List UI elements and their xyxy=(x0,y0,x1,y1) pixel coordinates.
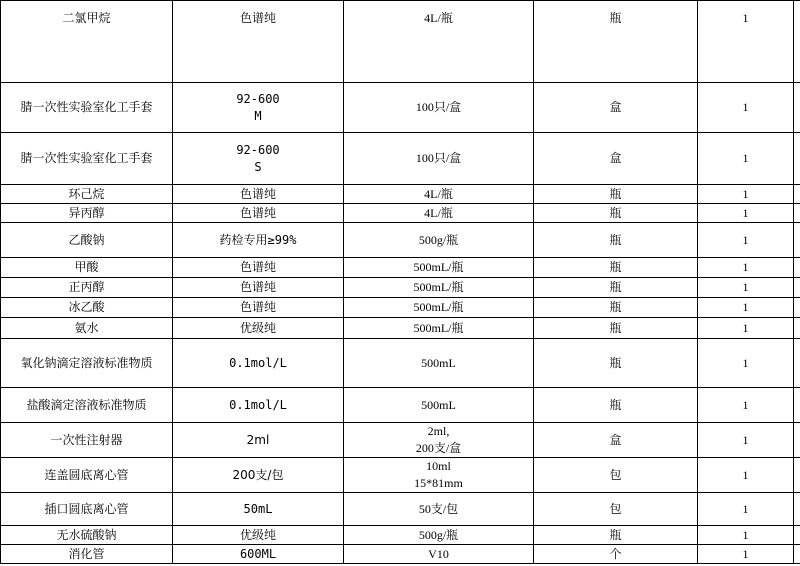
item-pack-cell xyxy=(344,1,534,83)
item-pack-cell xyxy=(344,298,534,318)
item-name-cell: 消化管 xyxy=(1,545,173,564)
grade-line: 92-600 xyxy=(236,91,280,106)
empty-cell xyxy=(794,83,800,133)
grade-line: 色谱纯 xyxy=(239,280,276,294)
item-qty-cell: 1 xyxy=(698,83,794,133)
pack-line: 500mL/瓶 xyxy=(413,320,464,335)
table-row xyxy=(1,1,800,83)
empty-cell xyxy=(794,526,800,545)
item-unit-cell: 瓶 xyxy=(534,526,698,545)
empty-cell xyxy=(794,339,800,388)
item-pack-cell xyxy=(344,83,534,133)
pack-line: 10ml xyxy=(426,459,451,473)
empty-cell xyxy=(794,423,800,458)
item-pack-cell xyxy=(344,545,534,564)
item-name-cell: 一次性注射器 xyxy=(1,423,173,458)
item-grade-cell xyxy=(173,318,344,339)
item-unit-cell: 瓶 xyxy=(534,1,698,83)
item-grade-cell xyxy=(173,278,344,298)
item-name-cell: 氧化钠滴定溶液标准物质 xyxy=(1,339,173,388)
item-name-cell: 异丙醇 xyxy=(1,204,173,223)
item-pack-cell xyxy=(344,423,534,458)
item-unit-cell: 瓶 xyxy=(534,204,698,223)
item-name-cell: 盐酸滴定溶液标准物质 xyxy=(1,388,173,423)
item-pack-cell xyxy=(344,318,534,339)
table-row xyxy=(1,258,800,278)
pack-line: 500mL/瓶 xyxy=(413,260,464,274)
item-unit-cell: 盒 xyxy=(534,133,698,185)
item-unit-cell: 包 xyxy=(534,493,698,526)
item-unit-cell: 盒 xyxy=(534,423,698,458)
grade-line: 0.1mol/L xyxy=(229,355,287,370)
item-qty-cell: 1 xyxy=(698,258,794,278)
item-name-cell: 正丙醇 xyxy=(1,278,173,298)
grade-line: 优级纯 xyxy=(239,527,276,542)
item-pack-cell xyxy=(344,388,534,423)
pack-line: 4L/瓶 xyxy=(424,11,453,25)
item-name-cell: 无水硫酸钠 xyxy=(1,526,173,545)
item-unit-cell: 瓶 xyxy=(534,223,698,258)
item-grade-cell xyxy=(173,258,344,278)
item-qty-cell: 1 xyxy=(698,388,794,423)
item-name-cell: 腈一次性实验室化工手套 xyxy=(1,133,173,185)
item-unit-cell: 盒 xyxy=(534,83,698,133)
empty-cell xyxy=(794,278,800,298)
table-row xyxy=(1,545,800,564)
item-qty-cell: 1 xyxy=(698,204,794,223)
empty-cell xyxy=(794,493,800,526)
table-row xyxy=(1,278,800,298)
table-row xyxy=(1,223,800,258)
item-grade-cell xyxy=(173,1,344,83)
pack-line: 500mL/瓶 xyxy=(413,300,464,314)
item-qty-cell: 1 xyxy=(698,133,794,185)
pack-line: 15*81mm xyxy=(414,476,463,490)
table-row xyxy=(1,526,800,545)
item-grade-cell xyxy=(173,223,344,258)
grade-line: 92-600 xyxy=(236,142,280,157)
item-unit-cell: 瓶 xyxy=(534,318,698,339)
item-grade-cell xyxy=(173,339,344,388)
item-grade-cell xyxy=(173,133,344,185)
item-name-cell: 环己烷 xyxy=(1,185,173,204)
pack-line: 100只/盒 xyxy=(415,100,462,114)
item-qty-cell: 1 xyxy=(698,318,794,339)
item-name-cell: 插口圆底离心管 xyxy=(1,493,173,526)
item-unit-cell: 瓶 xyxy=(534,388,698,423)
table-row xyxy=(1,493,800,526)
pack-line: 4L/瓶 xyxy=(424,186,453,201)
item-pack-cell xyxy=(344,339,534,388)
pack-line: 50支/包 xyxy=(418,501,459,516)
item-grade-cell xyxy=(173,545,344,564)
item-grade-cell xyxy=(173,185,344,204)
empty-cell xyxy=(794,133,800,185)
item-pack-cell xyxy=(344,258,534,278)
empty-cell xyxy=(794,185,800,204)
grade-line: 色谱纯 xyxy=(239,260,276,274)
pack-line: 500mL xyxy=(421,397,456,412)
table-row xyxy=(1,388,800,423)
item-unit-cell: 瓶 xyxy=(534,278,698,298)
pack-line: 2ml, xyxy=(427,424,450,438)
empty-cell xyxy=(794,545,800,564)
item-name-cell: 冰乙酸 xyxy=(1,298,173,318)
grade-line: 50mL xyxy=(243,501,273,516)
pack-line: 100只/盒 xyxy=(415,151,462,165)
empty-cell xyxy=(794,318,800,339)
item-qty-cell: 1 xyxy=(698,339,794,388)
table-row xyxy=(1,204,800,223)
item-grade-cell xyxy=(173,526,344,545)
grade-line: M xyxy=(254,108,262,123)
item-pack-cell xyxy=(344,133,534,185)
item-pack-cell xyxy=(344,458,534,493)
item-name-cell: 连盖圆底离心管 xyxy=(1,458,173,493)
item-qty-cell: 1 xyxy=(698,223,794,258)
item-pack-cell xyxy=(344,526,534,545)
item-unit-cell: 个 xyxy=(534,545,698,564)
table-row xyxy=(1,458,800,493)
item-grade-cell xyxy=(173,423,344,458)
empty-cell xyxy=(794,223,800,258)
item-qty-cell: 1 xyxy=(698,298,794,318)
item-pack-cell xyxy=(344,223,534,258)
item-qty-cell: 1 xyxy=(698,278,794,298)
grade-line: 药检专用≥99% xyxy=(219,232,297,247)
pack-line: 200支/盒 xyxy=(415,441,462,455)
grade-line: S xyxy=(254,159,262,174)
item-grade-cell xyxy=(173,458,344,493)
item-pack-cell xyxy=(344,204,534,223)
item-grade-cell xyxy=(173,388,344,423)
pack-line: 500mL/瓶 xyxy=(413,280,464,294)
item-pack-cell xyxy=(344,185,534,204)
item-name-cell: 氨水 xyxy=(1,318,173,339)
empty-cell xyxy=(794,204,800,223)
grade-line: 2ml xyxy=(246,432,270,447)
grade-line: 色谱纯 xyxy=(239,300,276,314)
item-name-cell: 二氯甲烷 xyxy=(1,1,173,83)
item-unit-cell: 瓶 xyxy=(534,185,698,204)
pack-line: 500mL xyxy=(421,355,456,370)
item-grade-cell xyxy=(173,204,344,223)
pack-line: 500g/瓶 xyxy=(418,527,459,542)
empty-cell xyxy=(794,258,800,278)
grade-line: 色谱纯 xyxy=(239,11,276,25)
reagent-table-body xyxy=(1,1,800,564)
item-qty-cell: 1 xyxy=(698,458,794,493)
table-row xyxy=(1,298,800,318)
item-unit-cell: 瓶 xyxy=(534,298,698,318)
pack-line: 500g/瓶 xyxy=(418,232,459,247)
item-unit-cell: 瓶 xyxy=(534,258,698,278)
grade-line: 优级纯 xyxy=(239,320,276,335)
item-qty-cell: 1 xyxy=(698,545,794,564)
table-row xyxy=(1,318,800,339)
empty-cell xyxy=(794,298,800,318)
item-qty-cell: 1 xyxy=(698,1,794,83)
item-name-cell: 乙酸钠 xyxy=(1,223,173,258)
item-qty-cell: 1 xyxy=(698,526,794,545)
pack-line: 4L/瓶 xyxy=(424,205,453,220)
item-unit-cell: 包 xyxy=(534,458,698,493)
item-unit-cell: 瓶 xyxy=(534,339,698,388)
table-row xyxy=(1,339,800,388)
empty-cell xyxy=(794,458,800,493)
item-qty-cell: 1 xyxy=(698,493,794,526)
empty-cell xyxy=(794,388,800,423)
table-row xyxy=(1,83,800,133)
item-pack-cell xyxy=(344,278,534,298)
table-row xyxy=(1,133,800,185)
item-qty-cell: 1 xyxy=(698,185,794,204)
grade-line: 色谱纯 xyxy=(239,186,276,201)
item-name-cell: 甲酸 xyxy=(1,258,173,278)
item-name-cell: 腈一次性实验室化工手套 xyxy=(1,83,173,133)
item-grade-cell xyxy=(173,83,344,133)
item-qty-cell: 1 xyxy=(698,423,794,458)
pack-line: V10 xyxy=(428,546,449,561)
grade-line: 0.1mol/L xyxy=(229,397,287,412)
table-row xyxy=(1,185,800,204)
item-grade-cell xyxy=(173,493,344,526)
grade-line: 色谱纯 xyxy=(239,205,276,220)
table-row xyxy=(1,423,800,458)
grade-line: 200支/包 xyxy=(232,467,284,482)
grade-line: 600ML xyxy=(239,546,277,561)
empty-cell xyxy=(794,1,800,83)
item-pack-cell xyxy=(344,493,534,526)
item-grade-cell xyxy=(173,298,344,318)
